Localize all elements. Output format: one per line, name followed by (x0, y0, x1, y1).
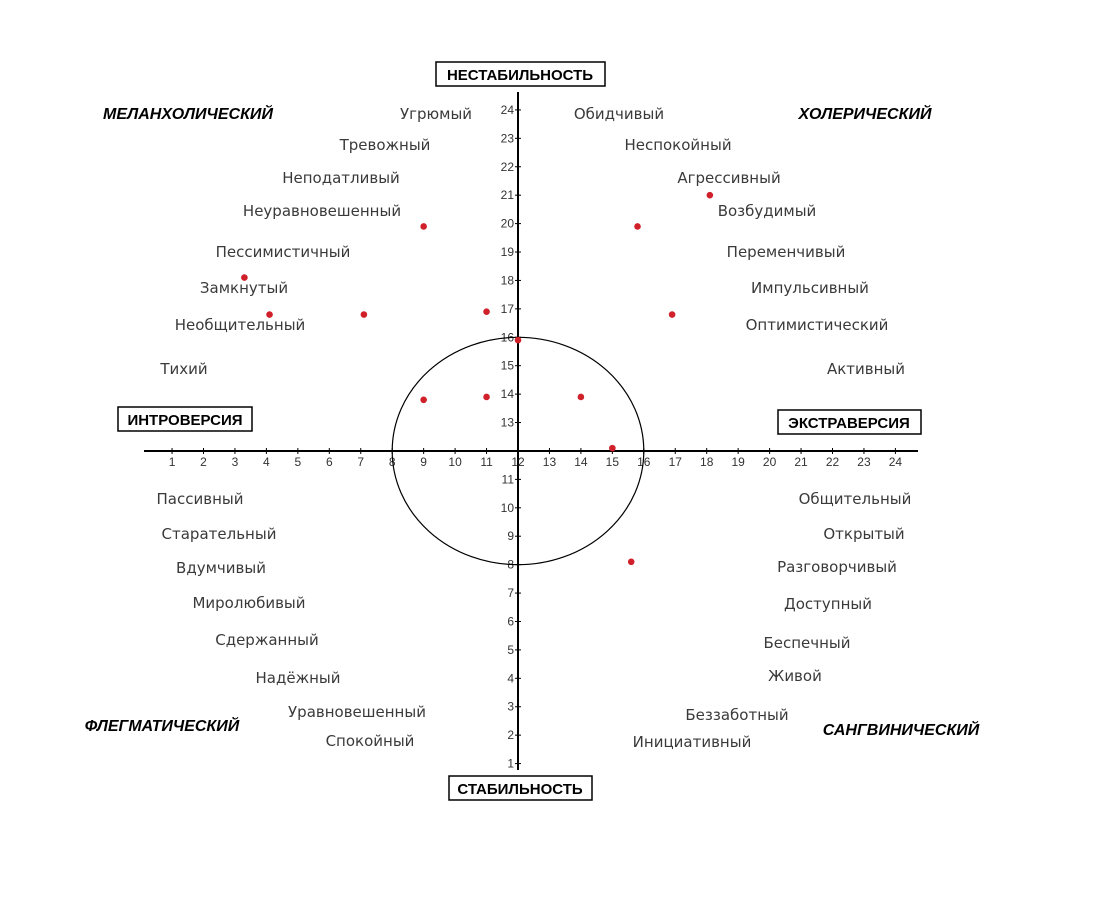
y-tick-label: 6 (507, 614, 514, 629)
data-point (361, 311, 368, 318)
x-tick-label: 17 (668, 455, 682, 469)
trait-label: Пассивный (156, 490, 244, 508)
trait-label: Тревожный (339, 136, 431, 154)
data-point (515, 337, 522, 344)
x-tick-label: 10 (448, 455, 462, 469)
x-tick-label: 6 (325, 455, 333, 469)
y-tick-label: 18 (500, 273, 514, 288)
y-tick-label: 20 (500, 216, 514, 231)
x-tick-label: 8 (388, 455, 396, 469)
data-point (628, 558, 635, 565)
y-tick-label: 15 (500, 358, 514, 373)
y-tick-label: 5 (507, 642, 514, 657)
y-tick-label: 13 (500, 415, 514, 430)
pole-left-label: ИНТРОВЕРСИЯ (127, 412, 243, 429)
x-tick-label: 24 (888, 455, 903, 469)
pole-right-label: ЭКСТРАВЕРСИЯ (788, 415, 910, 432)
trait-label: Открытый (823, 525, 905, 543)
x-tick-label: 19 (731, 455, 745, 469)
x-tick-label: 2 (200, 455, 207, 469)
data-point (609, 445, 616, 452)
x-tick-label: 9 (420, 455, 427, 469)
y-tick-label: 2 (507, 728, 514, 743)
quadrant-label-sanguine: САНГВИНИЧЕСКИЙ (822, 722, 980, 739)
x-tick-label: 1 (168, 455, 176, 469)
x-tick-label: 21 (794, 455, 808, 469)
y-tick-label: 8 (507, 557, 514, 572)
pole-bottom-label: СТАБИЛЬНОСТЬ (457, 781, 583, 798)
data-point (707, 192, 714, 199)
trait-label: Неподатливый (282, 169, 400, 187)
x-tick-label: 14 (574, 455, 588, 469)
trait-label: Замкнутый (199, 279, 289, 297)
y-tick-label: 1 (507, 756, 514, 771)
x-tick-label: 7 (357, 455, 365, 469)
trait-label: Угрюмый (399, 105, 473, 123)
data-point (483, 394, 490, 401)
trait-label: Беспечный (763, 634, 851, 652)
pole-left (118, 407, 252, 431)
data-point (420, 397, 427, 404)
y-tick-label: 11 (501, 472, 514, 487)
trait-label: Доступный (784, 595, 872, 613)
y-tick-label: 3 (507, 699, 514, 714)
x-tick-label: 15 (605, 455, 620, 469)
trait-label: Оптимистический (745, 316, 889, 334)
quadrant-label-choleric: ХОЛЕРИЧЕСКИЙ (798, 106, 932, 123)
x-tick-label: 22 (825, 455, 840, 469)
trait-label: Вдумчивый (176, 559, 266, 577)
trait-label: Общительный (798, 490, 912, 508)
trait-label: Миролюбивый (192, 594, 306, 612)
data-point (634, 223, 641, 230)
x-tick-label: 13 (542, 455, 557, 469)
trait-label: Активный (826, 360, 906, 378)
trait-label: Спокойный (325, 732, 415, 750)
quadrant-label-phlegmatic: ФЛЕГМАТИЧЕСКИЙ (84, 718, 240, 735)
data-point (483, 308, 490, 315)
trait-label: Неуравновешенный (242, 202, 402, 220)
x-tick-label: 23 (857, 455, 871, 469)
data-point (669, 311, 676, 318)
y-tick-label: 21 (500, 188, 514, 203)
trait-label: Импульсивный (751, 279, 869, 297)
y-tick-label: 7 (507, 586, 514, 601)
y-tick-label: 10 (500, 500, 514, 515)
x-tick-label: 4 (263, 455, 270, 469)
trait-label: Беззаботный (685, 706, 789, 724)
x-tick-label: 5 (294, 455, 302, 469)
pole-bottom (449, 776, 592, 800)
y-tick-label: 24 (500, 102, 514, 117)
y-tick-label: 23 (500, 131, 514, 146)
data-point (578, 394, 585, 401)
trait-label: Тихий (160, 360, 208, 378)
x-tick-label: 20 (762, 455, 777, 469)
trait-label: Инициативный (632, 733, 752, 751)
pole-top-label: НЕСТАБИЛЬНОСТЬ (446, 67, 594, 84)
y-tick-label: 19 (500, 245, 514, 260)
trait-label: Уравновешенный (288, 703, 426, 721)
quadrant-label-melancholic: МЕЛАНХОЛИЧЕСКИЙ (103, 106, 273, 123)
y-tick-label: 14 (500, 387, 514, 402)
y-tick-label: 9 (507, 529, 514, 544)
trait-label: Сдержанный (215, 631, 319, 649)
pole-top (436, 62, 605, 86)
trait-label: Пессимистичный (215, 243, 351, 261)
x-tick-label: 18 (700, 455, 714, 469)
y-tick-label: 22 (500, 159, 514, 174)
trait-label: Старательный (161, 525, 277, 543)
trait-label: Переменчивый (726, 243, 846, 261)
y-tick-label: 17 (500, 301, 514, 316)
trait-label: Необщительный (174, 316, 306, 334)
trait-label: Неспокойный (624, 136, 732, 154)
trait-label: Надёжный (255, 669, 341, 687)
data-point (420, 223, 427, 230)
trait-label: Разговорчивый (777, 558, 897, 576)
trait-label: Обидчивый (573, 105, 665, 123)
trait-label: Агрессивный (677, 169, 781, 187)
x-tick-label: 12 (511, 455, 525, 469)
y-tick-label: 16 (500, 330, 514, 345)
x-tick-label: 3 (231, 455, 239, 469)
x-tick-label: 11 (480, 455, 493, 469)
trait-label: Живой (768, 667, 822, 685)
trait-label: Возбудимый (717, 202, 817, 220)
y-tick-label: 4 (507, 671, 514, 686)
pole-right (778, 410, 921, 434)
x-tick-label: 16 (637, 455, 651, 469)
